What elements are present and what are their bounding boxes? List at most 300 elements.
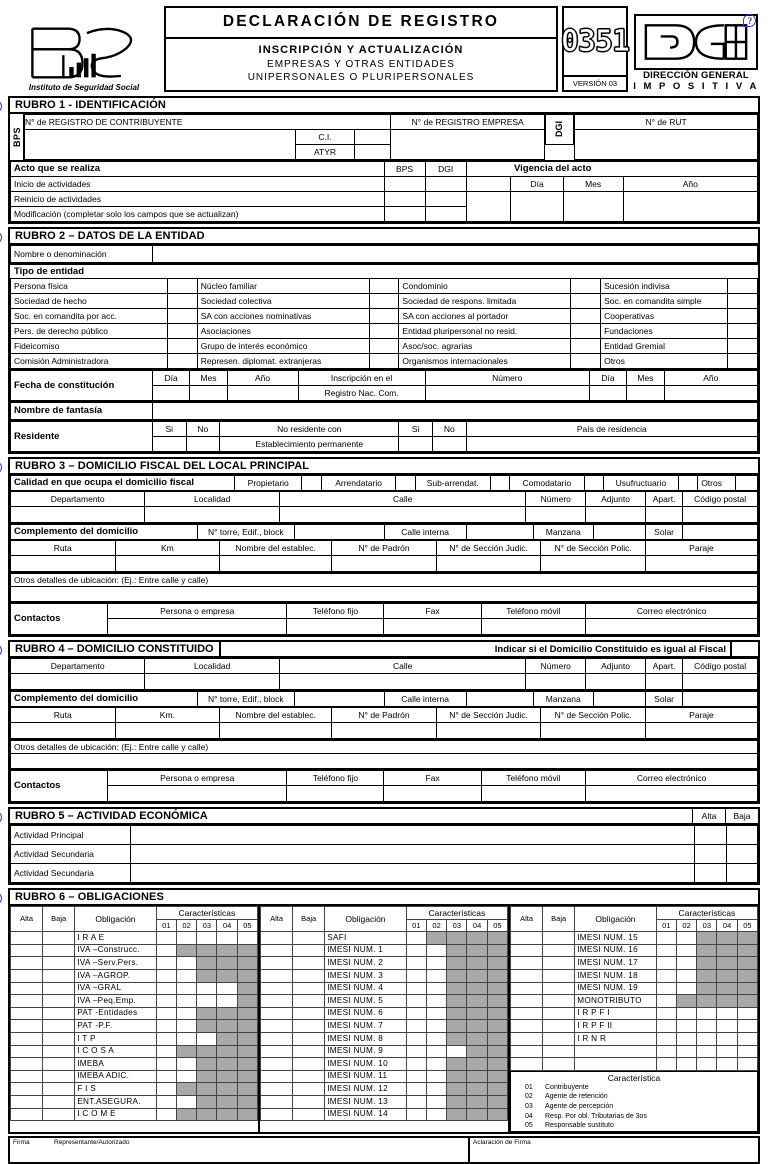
check-residente-no[interactable] xyxy=(186,437,220,452)
check-caracteristica-c2-5-01[interactable] xyxy=(406,995,426,1008)
check-obligacion-alta-c2-0[interactable] xyxy=(261,932,293,945)
check-caracteristica-c1-0-03[interactable] xyxy=(197,932,217,945)
check-caracteristica-c3-7-03[interactable] xyxy=(697,1020,717,1033)
check-caracteristica-c3-4-02[interactable] xyxy=(676,982,696,995)
check-subarrendat[interactable] xyxy=(490,476,509,491)
help-icon-rubro2[interactable] xyxy=(0,231,4,247)
check-caracteristica-c3-2-02[interactable] xyxy=(676,957,696,970)
input-r4-numero[interactable] xyxy=(526,674,586,690)
check-caracteristica-c1-2-01[interactable] xyxy=(156,957,176,970)
check-obligacion-alta-c2-3[interactable] xyxy=(261,969,293,982)
check-caracteristica-c2-14-01[interactable] xyxy=(406,1108,426,1121)
input-nombre-denominacion[interactable] xyxy=(152,246,757,263)
check-r4-igual-fiscal[interactable] xyxy=(730,642,758,656)
check-obligacion-alta-c2-13[interactable] xyxy=(261,1095,293,1108)
check-caracteristica-c1-3-01[interactable] xyxy=(156,969,176,982)
input-r3-calle-interna[interactable] xyxy=(466,524,533,540)
check-obligacion-baja-c2-7[interactable] xyxy=(293,1020,325,1033)
check-caracteristica-c3-3-02[interactable] xyxy=(676,969,696,982)
check-caracteristica-c3-6-01[interactable] xyxy=(656,1007,676,1020)
check-obligacion-baja-c3-0[interactable] xyxy=(543,932,575,945)
check-caracteristica-c1-6-01[interactable] xyxy=(156,1007,176,1020)
check-obligacion-alta-c1-10[interactable] xyxy=(11,1058,43,1071)
help-icon-rubro4[interactable] xyxy=(0,644,4,660)
check-caracteristica-c1-4-04[interactable] xyxy=(217,982,237,995)
check-caracteristica-c2-14-02[interactable] xyxy=(426,1108,446,1121)
check-tipo-entidad-0-3[interactable] xyxy=(728,279,758,294)
check-caracteristica-c2-3-02[interactable] xyxy=(426,969,446,982)
input-r4-calle-interna[interactable] xyxy=(466,691,533,707)
check-obligacion-baja-c1-5[interactable] xyxy=(43,995,75,1008)
check-caracteristica-c1-5-02[interactable] xyxy=(176,995,196,1008)
check-actividad-alta-1[interactable] xyxy=(695,845,726,864)
check-caracteristica-c1-3-02[interactable] xyxy=(176,969,196,982)
check-caracteristica-c3-1-02[interactable] xyxy=(676,944,696,957)
input-r4-nombre-establec[interactable] xyxy=(220,723,332,739)
check-obligacion-alta-c2-11[interactable] xyxy=(261,1070,293,1083)
check-obligacion-baja-c3-7[interactable] xyxy=(543,1020,575,1033)
check-obligacion-baja-c1-0[interactable] xyxy=(43,932,75,945)
check-obligacion-alta-c3-6[interactable] xyxy=(511,1007,543,1020)
input-r3-telefono-fijo[interactable] xyxy=(287,619,384,635)
input-r3-ruta[interactable] xyxy=(11,556,116,572)
check-obligacion-alta-c3-9[interactable] xyxy=(511,1045,543,1058)
check-obligacion-alta-c1-8[interactable] xyxy=(11,1032,43,1045)
check-obligacion-baja-c2-5[interactable] xyxy=(293,995,325,1008)
check-obligacion-baja-c1-1[interactable] xyxy=(43,944,75,957)
check-obligacion-alta-c3-5[interactable] xyxy=(511,995,543,1008)
check-caracteristica-c1-6-02[interactable] xyxy=(176,1007,196,1020)
input-r3-nombre-establec[interactable] xyxy=(220,556,332,572)
check-caracteristica-c3-10-01[interactable] xyxy=(656,1058,676,1071)
check-obligacion-baja-c2-4[interactable] xyxy=(293,982,325,995)
help-icon-rubro3[interactable] xyxy=(0,461,4,477)
input-r3-padron[interactable] xyxy=(332,556,437,572)
check-caracteristica-c1-8-01[interactable] xyxy=(156,1032,176,1045)
check-caracteristica-c2-9-01[interactable] xyxy=(406,1045,426,1058)
check-caracteristica-c3-7-02[interactable] xyxy=(676,1020,696,1033)
check-caracteristica-c2-1-01[interactable] xyxy=(406,944,426,957)
check-caracteristica-c3-10-03[interactable] xyxy=(697,1058,717,1071)
check-obligacion-alta-c1-14[interactable] xyxy=(11,1108,43,1121)
check-caracteristica-c3-8-05[interactable] xyxy=(737,1032,757,1045)
check-obligacion-baja-c1-6[interactable] xyxy=(43,1007,75,1020)
check-obligacion-alta-c1-9[interactable] xyxy=(11,1045,43,1058)
check-caracteristica-c1-14-01[interactable] xyxy=(156,1108,176,1121)
check-arrendatario[interactable] xyxy=(396,476,415,491)
check-obligacion-baja-c3-4[interactable] xyxy=(543,982,575,995)
check-obligacion-baja-c1-13[interactable] xyxy=(43,1095,75,1108)
check-actividad-baja-0[interactable] xyxy=(726,826,757,845)
check-tipo-entidad-4-3[interactable] xyxy=(728,339,758,354)
check-actividad-alta-2[interactable] xyxy=(695,864,726,883)
input-r4-km[interactable] xyxy=(115,723,220,739)
check-obligacion-alta-c1-3[interactable] xyxy=(11,969,43,982)
check-caracteristica-c2-10-02[interactable] xyxy=(426,1058,446,1071)
check-caracteristica-c3-10-04[interactable] xyxy=(717,1058,737,1071)
input-r4-seccion-polic[interactable] xyxy=(541,723,646,739)
input-r3-solar[interactable] xyxy=(683,524,758,540)
input-vigencia-anio[interactable] xyxy=(623,192,757,222)
input-r4-padron[interactable] xyxy=(332,723,437,739)
check-tipo-entidad-3-0[interactable] xyxy=(167,324,197,339)
check-caracteristica-c2-2-02[interactable] xyxy=(426,957,446,970)
check-tipo-entidad-2-2[interactable] xyxy=(571,309,601,324)
check-obligacion-baja-c2-1[interactable] xyxy=(293,944,325,957)
help-icon-rubro6[interactable] xyxy=(0,892,4,908)
check-tipo-entidad-4-1[interactable] xyxy=(369,339,399,354)
check-caracteristica-c2-9-02[interactable] xyxy=(426,1045,446,1058)
check-reinicio-dgi[interactable] xyxy=(425,192,466,207)
check-obligacion-alta-c1-4[interactable] xyxy=(11,982,43,995)
check-caracteristica-c1-10-02[interactable] xyxy=(176,1058,196,1071)
check-obligacion-baja-c2-10[interactable] xyxy=(293,1058,325,1071)
check-inicio-bps[interactable] xyxy=(384,177,425,192)
input-pais-residencia[interactable] xyxy=(466,437,757,452)
input-vigencia-mes[interactable] xyxy=(563,192,623,222)
input-r3-numero[interactable] xyxy=(526,507,586,523)
check-caracteristica-c3-9-03[interactable] xyxy=(697,1045,717,1058)
check-obligacion-baja-c3-6[interactable] xyxy=(543,1007,575,1020)
check-caracteristica-c2-12-01[interactable] xyxy=(406,1083,426,1096)
check-caracteristica-c3-9-05[interactable] xyxy=(737,1045,757,1058)
input-r3-departamento[interactable] xyxy=(11,507,145,523)
check-obligacion-baja-c2-3[interactable] xyxy=(293,969,325,982)
check-caracteristica-c2-1-02[interactable] xyxy=(426,944,446,957)
check-obligacion-baja-c2-8[interactable] xyxy=(293,1032,325,1045)
check-caracteristica-c2-0-01[interactable] xyxy=(406,932,426,945)
check-tipo-entidad-3-2[interactable] xyxy=(571,324,601,339)
check-caracteristica-c3-5-01[interactable] xyxy=(656,995,676,1008)
check-obligacion-alta-c3-2[interactable] xyxy=(511,957,543,970)
check-obligacion-alta-c3-1[interactable] xyxy=(511,944,543,957)
check-obligacion-baja-c2-9[interactable] xyxy=(293,1045,325,1058)
check-obligacion-baja-c1-11[interactable] xyxy=(43,1070,75,1083)
check-caracteristica-c1-9-01[interactable] xyxy=(156,1045,176,1058)
check-caracteristica-c3-10-02[interactable] xyxy=(676,1058,696,1071)
check-obligacion-baja-c2-6[interactable] xyxy=(293,1007,325,1020)
check-otros-calidad[interactable] xyxy=(735,476,757,491)
input-r3-torre[interactable] xyxy=(294,524,384,540)
check-obligacion-baja-c2-12[interactable] xyxy=(293,1083,325,1096)
check-caracteristica-c1-11-02[interactable] xyxy=(176,1070,196,1083)
input-r4-departamento[interactable] xyxy=(11,674,145,690)
check-tipo-entidad-3-1[interactable] xyxy=(369,324,399,339)
input-r3-km[interactable] xyxy=(115,556,220,572)
input-r4-paraje[interactable] xyxy=(645,723,757,739)
check-obligacion-alta-c2-7[interactable] xyxy=(261,1020,293,1033)
check-tipo-entidad-4-2[interactable] xyxy=(571,339,601,354)
check-actividad-baja-2[interactable] xyxy=(726,864,757,883)
check-caracteristica-c2-2-01[interactable] xyxy=(406,957,426,970)
check-tipo-entidad-5-1[interactable] xyxy=(369,354,399,369)
check-caracteristica-c3-8-04[interactable] xyxy=(717,1032,737,1045)
check-propietario[interactable] xyxy=(302,476,321,491)
check-caracteristica-c3-0-01[interactable] xyxy=(656,932,676,945)
input-actividad-1[interactable] xyxy=(130,845,695,864)
check-nr-si[interactable] xyxy=(399,437,433,452)
check-tipo-entidad-5-0[interactable] xyxy=(167,354,197,369)
input-fc-mes[interactable] xyxy=(190,386,227,401)
check-obligacion-alta-c1-2[interactable] xyxy=(11,957,43,970)
check-usufructuario[interactable] xyxy=(678,476,697,491)
check-caracteristica-c2-11-01[interactable] xyxy=(406,1070,426,1083)
check-caracteristica-c1-10-01[interactable] xyxy=(156,1058,176,1071)
check-obligacion-alta-c3-3[interactable] xyxy=(511,969,543,982)
input-r4-seccion-judic[interactable] xyxy=(436,723,541,739)
check-caracteristica-c2-13-01[interactable] xyxy=(406,1095,426,1108)
input-r3-otros-detalles[interactable] xyxy=(11,587,758,602)
input-r4-localidad[interactable] xyxy=(145,674,279,690)
check-obligacion-alta-c2-4[interactable] xyxy=(261,982,293,995)
check-obligacion-alta-c2-12[interactable] xyxy=(261,1083,293,1096)
check-caracteristica-c2-9-03[interactable] xyxy=(447,1045,467,1058)
check-obligacion-alta-c2-9[interactable] xyxy=(261,1045,293,1058)
input-fc-anio[interactable] xyxy=(227,386,298,401)
check-caracteristica-c3-8-02[interactable] xyxy=(676,1032,696,1045)
check-caracteristica-c3-6-03[interactable] xyxy=(697,1007,717,1020)
input-r3-localidad[interactable] xyxy=(145,507,279,523)
check-tipo-entidad-1-1[interactable] xyxy=(369,294,399,309)
check-caracteristica-c2-4-02[interactable] xyxy=(426,982,446,995)
check-caracteristica-c2-10-01[interactable] xyxy=(406,1058,426,1071)
input-r4-apart[interactable] xyxy=(645,674,682,690)
input-r3-codigo-postal[interactable] xyxy=(683,507,758,523)
check-caracteristica-c1-2-02[interactable] xyxy=(176,957,196,970)
check-modificacion-dgi[interactable] xyxy=(425,207,466,222)
input-r4-manzana[interactable] xyxy=(593,691,645,707)
check-caracteristica-c1-13-01[interactable] xyxy=(156,1095,176,1108)
check-obligacion-alta-c1-1[interactable] xyxy=(11,944,43,957)
check-caracteristica-c1-4-02[interactable] xyxy=(176,982,196,995)
check-obligacion-alta-c3-10[interactable] xyxy=(511,1058,543,1071)
check-caracteristica-c1-1-01[interactable] xyxy=(156,944,176,957)
input-r3-telefono-movil[interactable] xyxy=(481,619,586,635)
check-caracteristica-c3-7-04[interactable] xyxy=(717,1020,737,1033)
check-tipo-entidad-0-1[interactable] xyxy=(369,279,399,294)
check-obligacion-baja-c1-12[interactable] xyxy=(43,1083,75,1096)
check-caracteristica-c3-10-05[interactable] xyxy=(737,1058,757,1071)
check-obligacion-baja-c3-3[interactable] xyxy=(543,969,575,982)
aclaracion-block[interactable] xyxy=(470,1138,758,1162)
check-caracteristica-c3-4-01[interactable] xyxy=(656,982,676,995)
input-r4-solar[interactable] xyxy=(683,691,758,707)
input-ci[interactable] xyxy=(354,130,391,145)
input-registro-contribuyente[interactable] xyxy=(25,130,296,160)
input-r4-correo[interactable] xyxy=(586,786,758,802)
check-obligacion-baja-c3-1[interactable] xyxy=(543,944,575,957)
check-obligacion-baja-c3-5[interactable] xyxy=(543,995,575,1008)
input-r3-seccion-judic[interactable] xyxy=(436,556,541,572)
input-numero-inscripcion[interactable] xyxy=(425,386,589,401)
check-tipo-entidad-1-3[interactable] xyxy=(728,294,758,309)
check-comodatario[interactable] xyxy=(584,476,603,491)
check-caracteristica-c2-5-02[interactable] xyxy=(426,995,446,1008)
check-obligacion-alta-c3-8[interactable] xyxy=(511,1032,543,1045)
input-r4-otros-detalles[interactable] xyxy=(11,754,758,769)
check-obligacion-baja-c1-14[interactable] xyxy=(43,1108,75,1121)
check-caracteristica-c3-7-05[interactable] xyxy=(737,1020,757,1033)
check-caracteristica-c3-8-03[interactable] xyxy=(697,1032,717,1045)
check-obligacion-baja-c3-10[interactable] xyxy=(543,1058,575,1071)
check-caracteristica-c1-0-05[interactable] xyxy=(237,932,257,945)
input-r3-correo[interactable] xyxy=(586,619,758,635)
check-obligacion-alta-c2-10[interactable] xyxy=(261,1058,293,1071)
check-caracteristica-c3-9-04[interactable] xyxy=(717,1045,737,1058)
check-obligacion-alta-c1-12[interactable] xyxy=(11,1083,43,1096)
check-caracteristica-c2-8-02[interactable] xyxy=(426,1032,446,1045)
check-caracteristica-c2-7-02[interactable] xyxy=(426,1020,446,1033)
input-r3-persona-empresa[interactable] xyxy=(108,619,287,635)
check-obligacion-alta-c1-0[interactable] xyxy=(11,932,43,945)
check-caracteristica-c1-12-01[interactable] xyxy=(156,1083,176,1096)
check-caracteristica-c1-0-02[interactable] xyxy=(176,932,196,945)
input-r3-fax[interactable] xyxy=(384,619,481,635)
check-caracteristica-c3-6-02[interactable] xyxy=(676,1007,696,1020)
check-caracteristica-c2-13-02[interactable] xyxy=(426,1095,446,1108)
check-caracteristica-c3-0-02[interactable] xyxy=(676,932,696,945)
check-obligacion-alta-c3-4[interactable] xyxy=(511,982,543,995)
check-obligacion-alta-c2-6[interactable] xyxy=(261,1007,293,1020)
check-obligacion-alta-c1-13[interactable] xyxy=(11,1095,43,1108)
input-r3-apart[interactable] xyxy=(645,507,682,523)
input-r4-calle[interactable] xyxy=(279,674,526,690)
check-tipo-entidad-2-3[interactable] xyxy=(728,309,758,324)
check-obligacion-baja-c2-0[interactable] xyxy=(293,932,325,945)
check-caracteristica-c1-4-01[interactable] xyxy=(156,982,176,995)
check-obligacion-baja-c3-2[interactable] xyxy=(543,957,575,970)
input-registro-empresa[interactable] xyxy=(391,130,545,160)
input-r3-calle[interactable] xyxy=(279,507,526,523)
check-obligacion-alta-c3-0[interactable] xyxy=(511,932,543,945)
check-inicio-dgi[interactable] xyxy=(425,177,466,192)
check-tipo-entidad-4-0[interactable] xyxy=(167,339,197,354)
input-rut[interactable] xyxy=(574,130,757,160)
input-r4-ruta[interactable] xyxy=(11,723,116,739)
input-vigencia-dia[interactable] xyxy=(511,192,563,222)
check-caracteristica-c2-4-01[interactable] xyxy=(406,982,426,995)
firma-block[interactable] xyxy=(10,1138,470,1162)
check-nr-no[interactable] xyxy=(433,437,467,452)
check-residente-si[interactable] xyxy=(152,437,186,452)
check-tipo-entidad-3-3[interactable] xyxy=(728,324,758,339)
check-caracteristica-c1-5-01[interactable] xyxy=(156,995,176,1008)
check-tipo-entidad-1-2[interactable] xyxy=(571,294,601,309)
check-reinicio-bps[interactable] xyxy=(384,192,425,207)
check-obligacion-alta-c1-5[interactable] xyxy=(11,995,43,1008)
input-fc-dia[interactable] xyxy=(152,386,189,401)
check-obligacion-baja-c1-3[interactable] xyxy=(43,969,75,982)
check-caracteristica-c1-5-04[interactable] xyxy=(217,995,237,1008)
check-obligacion-baja-c3-9[interactable] xyxy=(543,1045,575,1058)
check-obligacion-baja-c1-2[interactable] xyxy=(43,957,75,970)
check-obligacion-baja-c1-7[interactable] xyxy=(43,1020,75,1033)
check-obligacion-alta-c1-6[interactable] xyxy=(11,1007,43,1020)
input-atyr[interactable] xyxy=(354,145,391,160)
check-tipo-entidad-5-3[interactable] xyxy=(728,354,758,369)
check-caracteristica-c1-0-01[interactable] xyxy=(156,932,176,945)
check-obligacion-baja-c3-8[interactable] xyxy=(543,1032,575,1045)
check-obligacion-baja-c2-11[interactable] xyxy=(293,1070,325,1083)
check-tipo-entidad-0-0[interactable] xyxy=(167,279,197,294)
check-modificacion-bps[interactable] xyxy=(384,207,425,222)
check-caracteristica-c1-8-02[interactable] xyxy=(176,1032,196,1045)
check-caracteristica-c2-12-02[interactable] xyxy=(426,1083,446,1096)
input-nombre-fantasia[interactable] xyxy=(152,402,757,420)
check-actividad-alta-0[interactable] xyxy=(695,826,726,845)
check-obligacion-alta-c1-7[interactable] xyxy=(11,1020,43,1033)
input-r3-seccion-polic[interactable] xyxy=(541,556,646,572)
input-r4-codigo-postal[interactable] xyxy=(683,674,758,690)
check-caracteristica-c1-7-02[interactable] xyxy=(176,1020,196,1033)
check-caracteristica-c1-0-04[interactable] xyxy=(217,932,237,945)
check-caracteristica-c1-11-01[interactable] xyxy=(156,1070,176,1083)
input-actividad-0[interactable] xyxy=(130,826,695,845)
check-caracteristica-c2-6-02[interactable] xyxy=(426,1007,446,1020)
check-tipo-entidad-0-2[interactable] xyxy=(571,279,601,294)
check-obligacion-baja-c2-14[interactable] xyxy=(293,1108,325,1121)
input-insc-anio[interactable] xyxy=(664,386,757,401)
check-obligacion-alta-c2-2[interactable] xyxy=(261,957,293,970)
check-obligacion-baja-c1-4[interactable] xyxy=(43,982,75,995)
check-caracteristica-c3-1-01[interactable] xyxy=(656,944,676,957)
input-r4-torre[interactable] xyxy=(294,691,384,707)
check-obligacion-baja-c2-2[interactable] xyxy=(293,957,325,970)
check-caracteristica-c1-7-01[interactable] xyxy=(156,1020,176,1033)
check-obligacion-baja-c1-8[interactable] xyxy=(43,1032,75,1045)
help-icon-rubro5[interactable] xyxy=(0,811,4,827)
input-r4-adjunto[interactable] xyxy=(586,674,646,690)
check-caracteristica-c1-4-03[interactable] xyxy=(197,982,217,995)
help-icon-header[interactable]: ? xyxy=(742,14,758,30)
check-caracteristica-c3-9-02[interactable] xyxy=(676,1045,696,1058)
check-caracteristica-c3-7-01[interactable] xyxy=(656,1020,676,1033)
check-obligacion-alta-c2-14[interactable] xyxy=(261,1108,293,1121)
input-r4-telefono-fijo[interactable] xyxy=(287,786,384,802)
check-obligacion-baja-c1-10[interactable] xyxy=(43,1058,75,1071)
check-caracteristica-c3-2-01[interactable] xyxy=(656,957,676,970)
check-obligacion-alta-c1-11[interactable] xyxy=(11,1070,43,1083)
check-caracteristica-c2-7-01[interactable] xyxy=(406,1020,426,1033)
check-obligacion-alta-c2-8[interactable] xyxy=(261,1032,293,1045)
input-actividad-2[interactable] xyxy=(130,864,695,883)
check-caracteristica-c1-13-02[interactable] xyxy=(176,1095,196,1108)
check-caracteristica-c3-8-01[interactable] xyxy=(656,1032,676,1045)
check-caracteristica-c2-8-01[interactable] xyxy=(406,1032,426,1045)
check-obligacion-baja-c2-13[interactable] xyxy=(293,1095,325,1108)
input-insc-dia[interactable] xyxy=(589,386,626,401)
check-caracteristica-c3-3-01[interactable] xyxy=(656,969,676,982)
check-obligacion-baja-c1-9[interactable] xyxy=(43,1045,75,1058)
check-caracteristica-c3-6-04[interactable] xyxy=(717,1007,737,1020)
check-caracteristica-c2-3-01[interactable] xyxy=(406,969,426,982)
input-r4-persona-empresa[interactable] xyxy=(108,786,287,802)
check-obligacion-alta-c3-7[interactable] xyxy=(511,1020,543,1033)
check-tipo-entidad-1-0[interactable] xyxy=(167,294,197,309)
check-actividad-baja-1[interactable] xyxy=(726,845,757,864)
input-r3-manzana[interactable] xyxy=(593,524,645,540)
input-insc-mes[interactable] xyxy=(627,386,664,401)
input-r4-fax[interactable] xyxy=(384,786,481,802)
check-obligacion-alta-c2-5[interactable] xyxy=(261,995,293,1008)
check-caracteristica-c3-9-01[interactable] xyxy=(656,1045,676,1058)
input-r3-paraje[interactable] xyxy=(645,556,757,572)
check-tipo-entidad-2-0[interactable] xyxy=(167,309,197,324)
check-caracteristica-c2-6-01[interactable] xyxy=(406,1007,426,1020)
check-caracteristica-c3-6-05[interactable] xyxy=(737,1007,757,1020)
check-caracteristica-c1-8-03[interactable] xyxy=(197,1032,217,1045)
check-caracteristica-c2-11-02[interactable] xyxy=(426,1070,446,1083)
